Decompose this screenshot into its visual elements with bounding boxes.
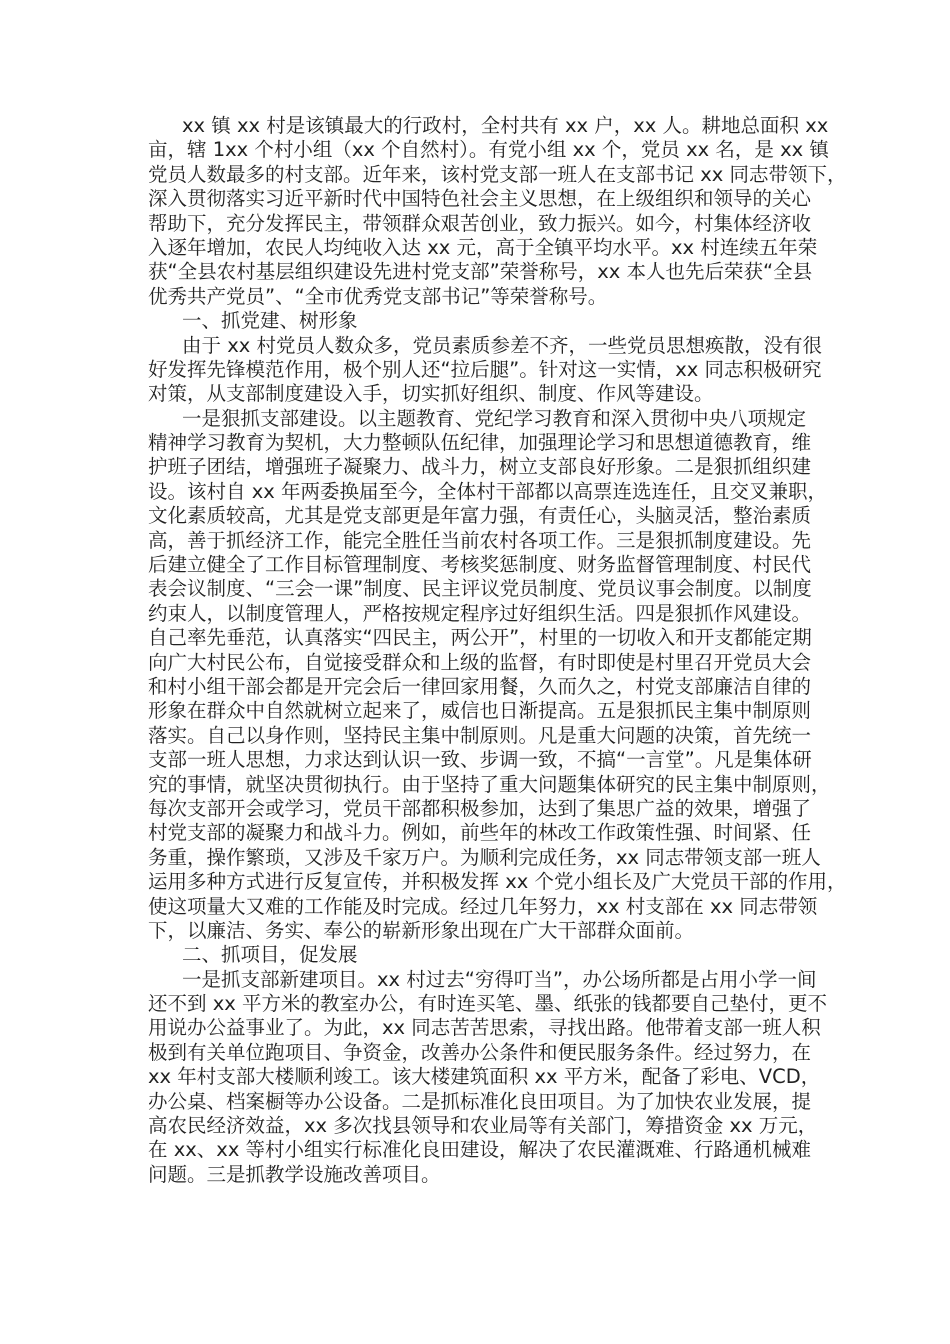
text-line: 获“全县农村基层组织建设先进村党支部”荣誉称号，xx 本人也先后荣获“全县 bbox=[148, 260, 813, 284]
text-line: 办公桌、档案橱等办公设备。二是抓标准化良田项目。为了加快农业发展，提 bbox=[148, 1089, 812, 1113]
text-line: 下，以廉洁、务实、奉公的崭新形象出现在广大干部群众面前。 bbox=[148, 918, 695, 942]
text-line: 好发挥先锋模范作用，极个别人还“拉后腿”。针对这一实情，xx 同志积极研究 bbox=[148, 357, 822, 381]
text-line: 村党支部的凝聚力和战斗力。例如，前些年的林改工作政策性强、时间紧、任 bbox=[148, 821, 812, 845]
section-heading bbox=[148, 943, 838, 967]
text-line: 文化素质较高，尤其是党支部更是年富力强，有责任心，头脑灵活，整治素质 bbox=[148, 504, 812, 528]
text-line: 使这项量大又难的工作能及时完成。经过几年努力，xx 村支部在 xx 同志带领 bbox=[148, 894, 818, 918]
document-body bbox=[148, 114, 847, 1187]
text-line: 一、抓党建、树形象 bbox=[182, 309, 358, 333]
text-line: 深入贯彻落实习近平新时代中国特色社会主义思想，在上级组织和领导的关心 bbox=[148, 187, 812, 211]
text-line: 在 xx、xx 等村小组实行标准化良田建设，解决了农民灌溉难、行路通机械难 bbox=[148, 1138, 812, 1162]
text-line: 问题。三是抓教学设施改善项目。 bbox=[148, 1162, 441, 1186]
text-line: 设。该村自 xx 年两委换届至今，全体村干部都以高票连选连任，且交叉兼职， bbox=[148, 479, 827, 503]
text-line: 形象在群众中自然就树立起来了，威信也日渐提高。五是狠抓民主集中制原则 bbox=[148, 699, 812, 723]
text-line: 党员人数最多的村支部。近年来，该村党支部一班人在支部书记 xx 同志带领下， bbox=[148, 162, 847, 186]
text-line: 用说办公益事业了。为此，xx 同志苦苦思索，寻找出路。他带着支部一班人积 bbox=[148, 1016, 821, 1040]
text-line: 自己率先垂范，认真落实“四民主，两公开”，村里的一切收入和开支都能定期 bbox=[148, 626, 812, 650]
text-line: 后建立健全了工作目标管理制度、考核奖惩制度、财务监督管理制度、村民代 bbox=[148, 553, 812, 577]
paragraph bbox=[148, 968, 838, 1188]
text-line: 精神学习教育为契机，大力整顿队伍纪律，加强理论学习和思想道德教育，维 bbox=[148, 431, 812, 455]
text-line: 帮助下，充分发挥民主，带领群众艰苦创业，致力振兴。如今，村集体经济收 bbox=[148, 211, 812, 235]
text-line: 支部一班人思想，力求达到认识一致、步调一致，不搞“一言堂”。凡是集体研 bbox=[148, 748, 812, 772]
text-line: 运用多种方式进行反复宣传，并积极发挥 xx 个党小组长及广大党员干部的作用， bbox=[148, 870, 847, 894]
text-line: 落实。自己以身作则，坚持民主集中制原则。凡是重大问题的决策，首先统一 bbox=[148, 723, 812, 747]
paragraph bbox=[148, 114, 847, 309]
paragraph bbox=[148, 334, 838, 407]
text-line: xx 年村支部大楼顺利竣工。该大楼建筑面积 xx 平方米，配备了彩电、VCD， bbox=[148, 1065, 821, 1089]
text-line: 和村小组干部会都是开完会后一律回家用餐，久而久之，村党支部廉洁自律的 bbox=[148, 674, 812, 698]
paragraph bbox=[148, 406, 847, 944]
text-line: 一是抓支部新建项目。xx 村过去“穷得叮当”，办公场所都是占用小学一间 bbox=[182, 967, 817, 991]
text-line: 还不到 xx 平方米的教室办公，有时连买笔、墨、纸张的钱都要自己垫付，更不 bbox=[148, 992, 827, 1016]
text-line: 每次支部开会或学习，党员干部都积极参加，达到了集思广益的效果，增强了 bbox=[148, 796, 812, 820]
text-line: 二、抓项目，促发展 bbox=[182, 943, 358, 967]
text-line: 表会议制度、“三会一课”制度、民主评议党员制度、党员议事会制度。以制度 bbox=[148, 577, 812, 601]
text-line: 高农民经济效益，xx 多次找县领导和农业局等有关部门，筹措资金 xx 万元， bbox=[148, 1114, 818, 1138]
text-line: 对策，从支部制度建设入手，切实抓好组织、制度、作风等建设。 bbox=[148, 382, 714, 406]
section-heading bbox=[148, 309, 838, 333]
text-line: xx 镇 xx 村是该镇最大的行政村，全村共有 xx 户，xx 人。耕地总面积 xx bbox=[182, 114, 829, 137]
text-line: 高，善于抓经济工作，能完全胜任当前农村各项工作。三是狠抓制度建设。先 bbox=[148, 528, 812, 552]
text-line: 一是狠抓支部建设。以主题教育、党纪学习教育和深入贯彻中央八项规定 bbox=[182, 406, 807, 430]
text-line: 由于 xx 村党员人数众多，党员素质参差不齐，一些党员思想痪散，没有很 bbox=[182, 333, 822, 357]
text-line: 究的事情，就坚决贯彻执行。由于坚持了重大问题集体研究的民主集中制原则， bbox=[148, 772, 831, 796]
text-line: 约束人，以制度管理人，严格按规定程序过好组织生活。四是狠抓作风建设。 bbox=[148, 601, 812, 625]
text-line: 亩，辖 1xx 个村小组（xx 个自然村）。有党小组 xx 个，党员 xx 名，是 xx 镇 bbox=[148, 138, 829, 162]
text-line: 护班子团结，增强班子凝聚力、战斗力，树立支部良好形象。二是狠抓组织建 bbox=[148, 455, 812, 479]
text-line: 优秀共产党员”、“全市优秀党支部书记”等荣誉称号。 bbox=[148, 284, 608, 308]
text-line: 极到有关单位跑项目、争资金，改善办公条件和便民服务条件。经过努力，在 bbox=[148, 1040, 812, 1064]
text-line: 入逐年增加，农民人均纯收入达 xx 元，高于全镇平均水平。xx 村连续五年荣 bbox=[148, 235, 818, 259]
text-line: 务重，操作繁琐，又涉及千家万户。为顺利完成任务，xx 同志带领支部一班人 bbox=[148, 845, 821, 869]
text-line: 向广大村民公布，自觉接受群众和上级的监督，有时即使是村里召开党员大会 bbox=[148, 650, 812, 674]
